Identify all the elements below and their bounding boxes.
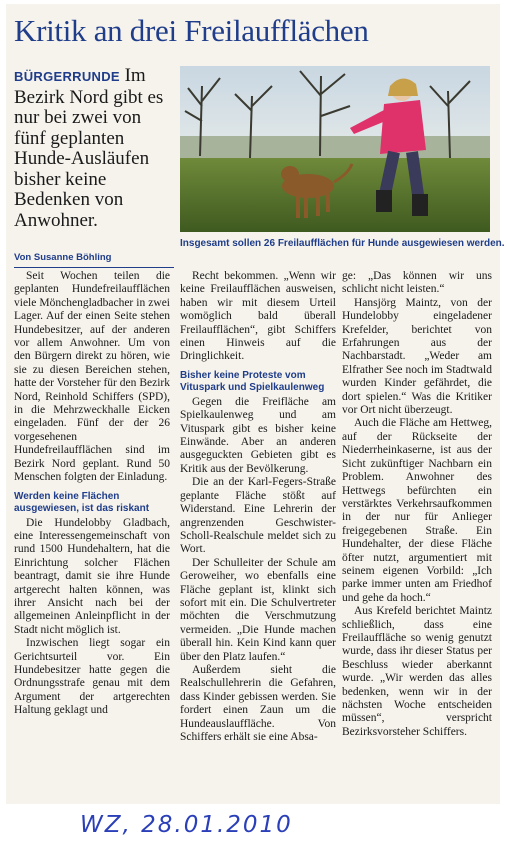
lead-paragraph	[14, 66, 174, 231]
article-column-1	[14, 270, 170, 718]
paragraph: Seit Wochen teilen die geplanten Hundefreilaufflächen viele Mönchengladbacher in zwei Lager. Auf der einen Seite stehen Hundebesitzer, auf der anderen vor allem Anwohner. Um von den Bürgern direkt zu hören, wie sie zu diesen Bereichen stehen, hatte der Vorsteher für den Bezirk Nord, Reinhold Schiffers (SPD), in die Mehrzweckhalle Eicken eingeladen. Fünf der der 26 vorgesehenen Hundefreilaufflächen sind im Bezirk Nord geplant. Rund 50 Menschen folgten der Einladung.	[14, 270, 170, 484]
kicker: BÜRGERRUNDE	[14, 69, 120, 84]
paragraph: Gegen die Freifläche am Spielkaulenweg und am Vituspark gibt es bisher keine Einwände. Aber an anderen ausgeguckten Gebieten gibt es Kritik aus der Bevölkerung.	[180, 395, 336, 475]
paragraph: Auch die Fläche am Hettweg, auf der Rückseite der Niederrheinkaserne, ist aus der Sicht zukünftiger Nachbarn ein Problem. Anwohner des Hettwegs befürchten ein verstärktes Verkehrsaufkommen in der nur für Anlieger freigegebenen Straße. Ein Hundehalter, der diese Fläche öfter nutzt, argumentiert mit seinem eigenen Vorbild: „Ich parke immer unten am Friedhof und gehe da hoch.“	[342, 417, 492, 604]
article-column-2	[180, 270, 336, 744]
paragraph: Inzwischen liegt sogar ein Gerichtsurteil vor. Ein Hundebesitzer hatte gegen die Ordnungsstrafe genau mit dem Argument der artgerechten Haltung geklagt und	[14, 637, 170, 717]
paragraph: ge: „Das können wir uns schlicht nicht leisten.“	[342, 270, 492, 296]
photo-caption: Insgesamt sollen 26 Freilaufflächen für Hunde ausgewiesen werden.	[180, 238, 505, 249]
paragraph: Außerdem sieht die Realschullehrerin die Gefahren, dass Kinder gebissen werden. Sie fordert einen Zaun um die Hundeauslauffläche. Von Schiffers erhält sie eine Absa-	[180, 663, 336, 743]
byline: Von Susanne Böhling	[14, 252, 112, 263]
subheading: Bisher keine Proteste vom Vituspark und Spielkaulenweg	[180, 369, 325, 393]
paragraph: Hansjörg Maintz, von der Hundelobby eingeladener Krefelder, berichtet von Erfahrungen aus der Nachbarstadt. „Weder am Elfrather See noch im Stadtwald wurden Kinder gefährdet, die dort spielen.“ Was die Kritiker vor Ort nicht überzeugt.	[342, 296, 492, 417]
headline: Kritik an drei Freilaufflächen	[14, 13, 369, 48]
lead-text: Im Bezirk Nord gibt es nur bei zwei von fünf geplanten Hunde-Ausläufen bisher keine Bedenken von Anwohner.	[14, 65, 164, 231]
article-column-3	[342, 270, 492, 739]
paragraph: Recht bekommen. „Wenn wir keine Freilaufflächen ausweisen, haben wir mit diesem Urteil womöglich bald überall Freilaufflächen“, gibt Schiffers einen Hinweis auf die Dringlichkeit.	[180, 270, 336, 363]
subheading: Werden keine Flächen ausgewiesen, ist das riskant	[14, 490, 150, 514]
byline-divider	[14, 267, 174, 268]
paragraph: Aus Krefeld berichtet Maintz schließlich, dass eine Freilauffläche so wenig genutzt wurde, dass ihr dieser Status per Beschluss wieder aberkannt wurde. „Wir werden das alles bedenken, wenn wir in der nächsten Woche entscheiden müssen“, verspricht Bezirksvorsteher Schiffers.	[342, 605, 492, 738]
paragraph: Der Schulleiter der Schule am Geroweiher, wo ebenfalls eine Fläche geplant ist, klinkt sich sofort mit ein. Die Schulvertreter möchten die Verschmutzung vermeiden. „Die Hunde machen überall hin. Kein Kind kann quer über den Platz laufen.“	[180, 556, 336, 663]
paragraph: Die an der Karl-Fegers-Straße geplante Fläche stößt auf Widerstand. Eine Lehrerin der angrenzenden Geschwister-Scholl-Realschule meldet sich zu Wort.	[180, 476, 336, 556]
handwritten-date-note: WZ, 28.01.2010	[80, 812, 293, 838]
article-photo	[180, 66, 490, 232]
paragraph: Die Hundelobby Gladbach, eine Interessengemeinschaft von rund 1500 Hundehaltern, hat die Einrichtung solcher Flächen beantragt, damit sie ihre Hunde artgerecht halten können, was ihrer Ansicht nach bei der allgemeinen Anleinpflicht in der Stadt nicht möglich ist.	[14, 516, 170, 636]
